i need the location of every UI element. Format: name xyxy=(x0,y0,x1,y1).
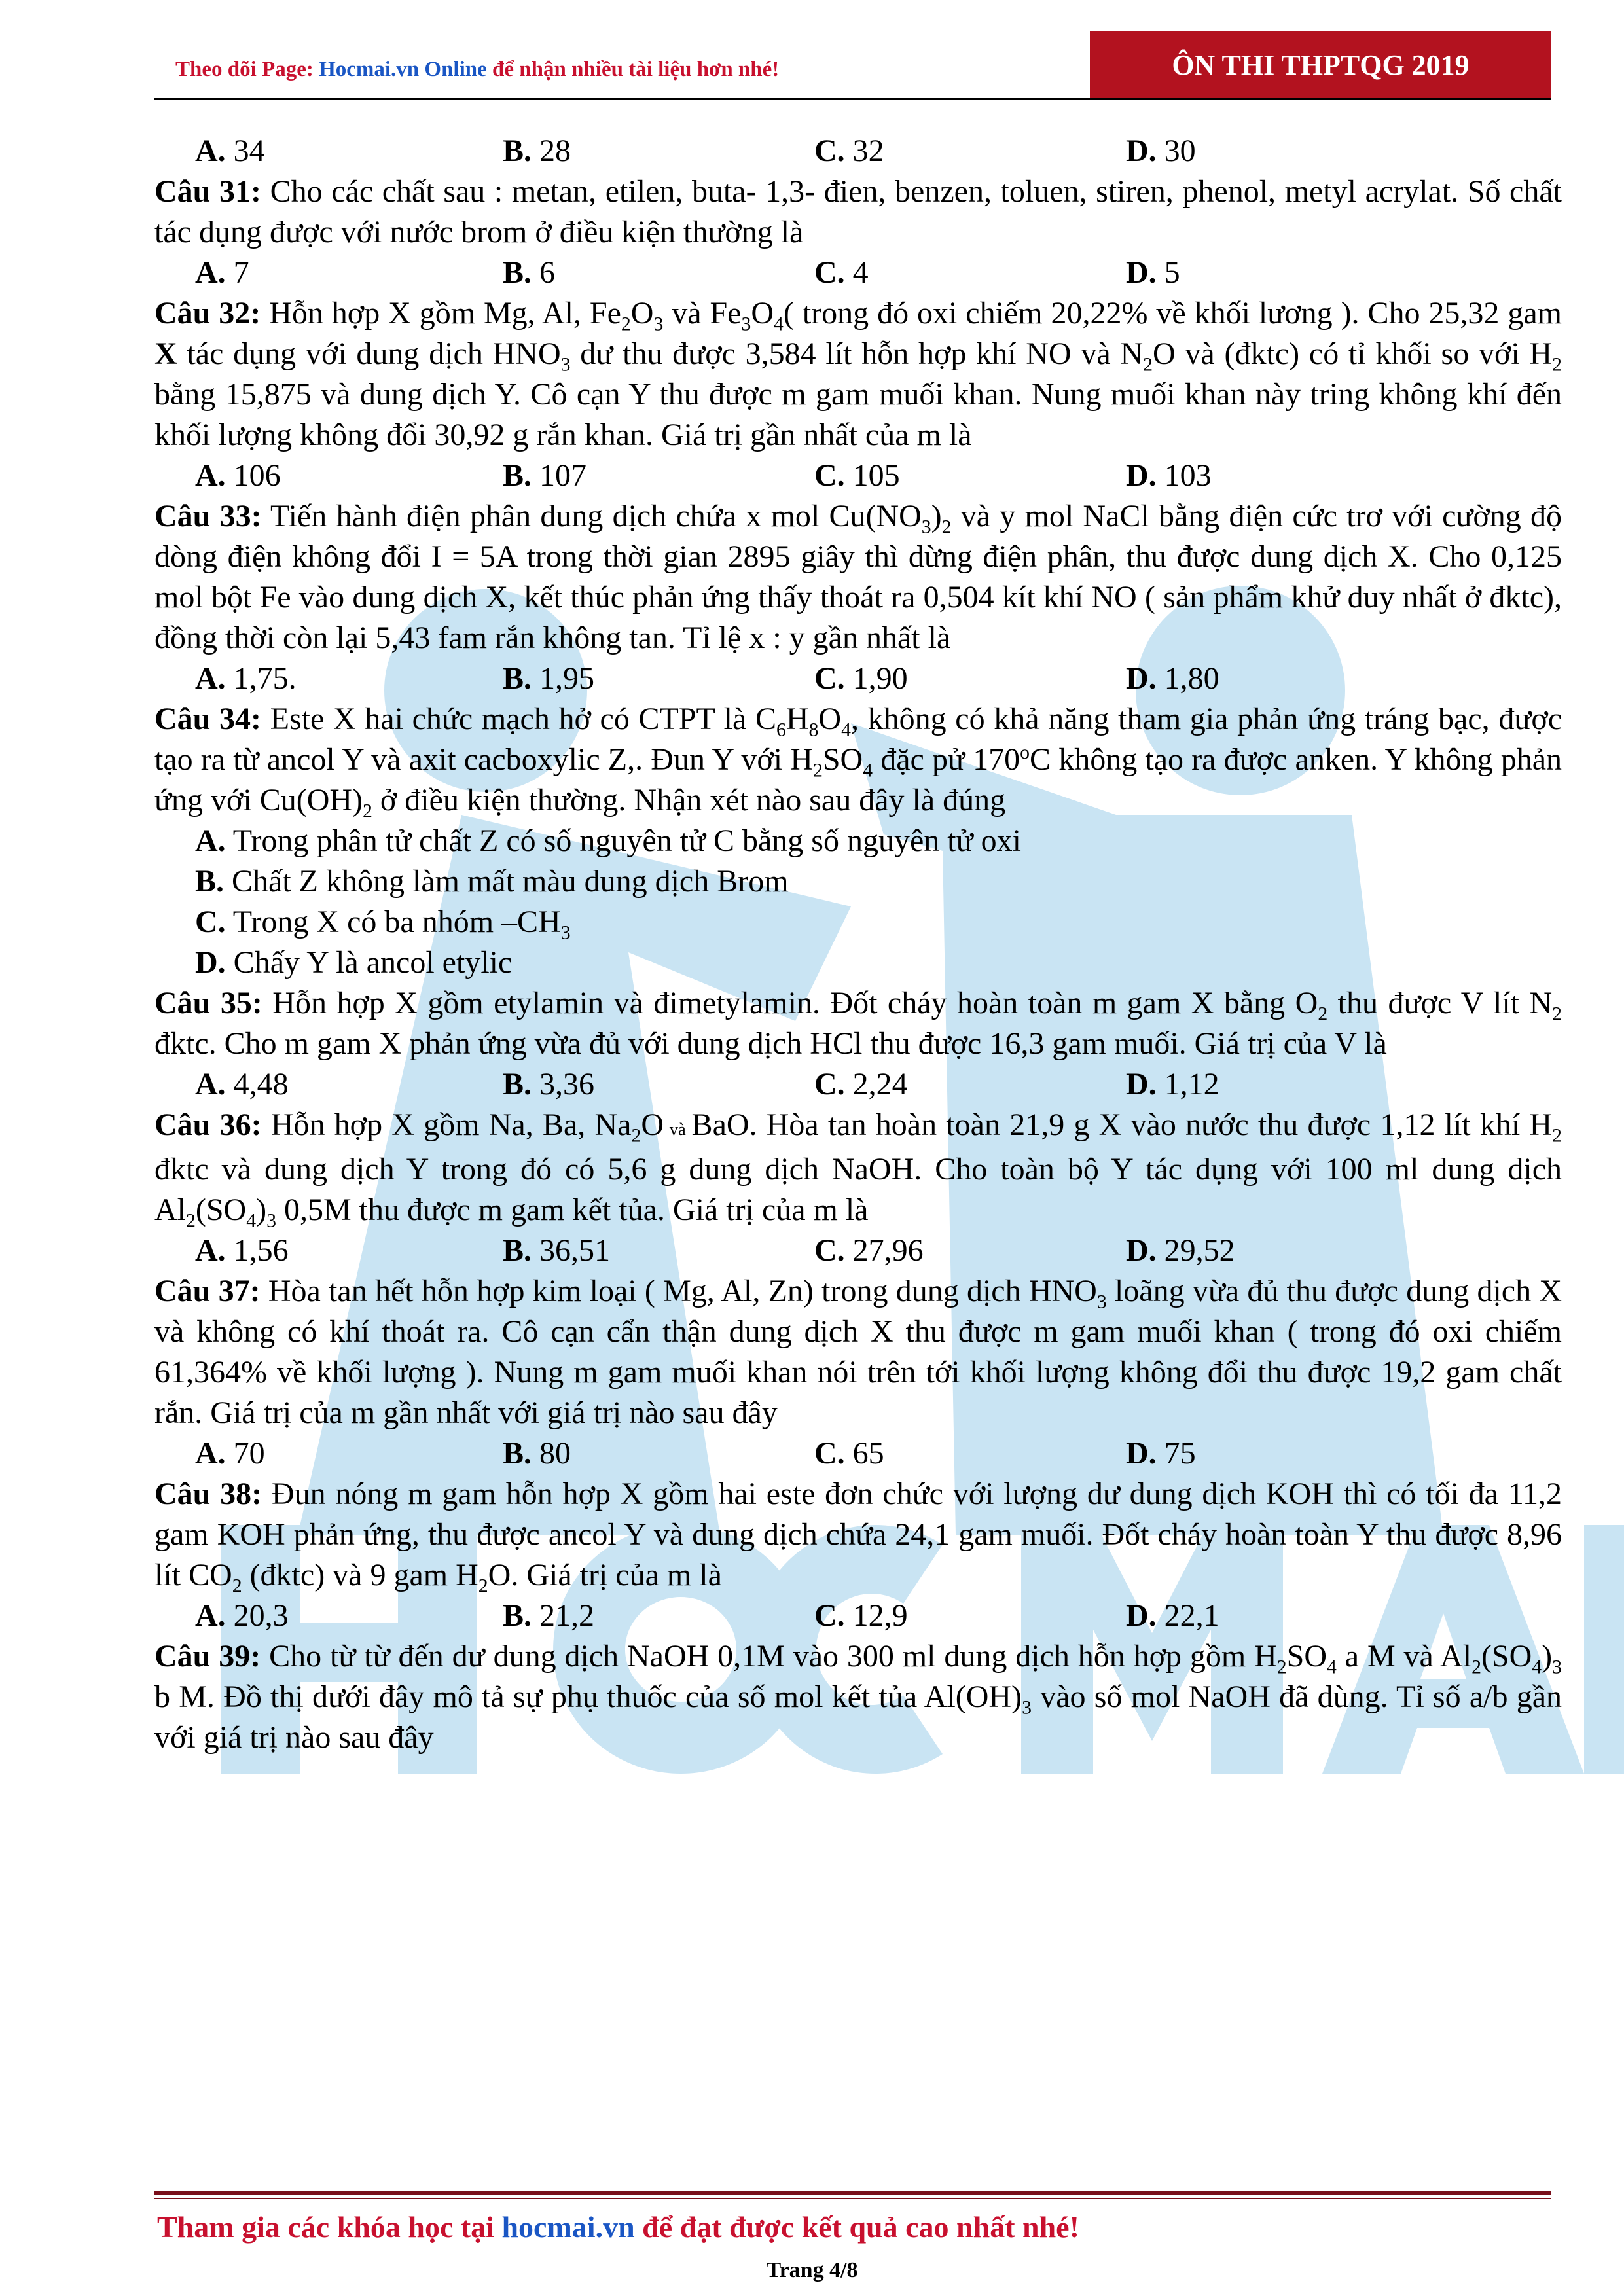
q38-option-b: B. 21,2 xyxy=(503,1598,595,1633)
q37-option-a: A. 70 xyxy=(195,1436,265,1471)
q32-option-b: B. 107 xyxy=(503,458,587,493)
q33-option-a: A. 1,75. xyxy=(195,661,297,696)
q33-option-b: B. 1,95 xyxy=(503,661,595,696)
q36-option-c: C. 27,96 xyxy=(814,1233,924,1268)
q32-option-d: D. 103 xyxy=(1126,458,1212,493)
header-divider xyxy=(154,98,1551,100)
q31-stem xyxy=(154,171,1562,253)
q32-option-c: C. 105 xyxy=(814,458,900,493)
q37-stem: Câu 37: Hòa tan hết hỗn hợp kim loại ( Mg, Al, Zn) trong dung dịch $HNO_3$ loãng vừa đủ thu được dung dịch X và không có khí thoát ra. Cô cạn cẩn thận dung dịch X thu được m gam muối khan ( trong đó oxi chiếm 61,364% về khối lượng ). Nung m gam muối khan nói trên tới khối lượng không đổi thu được 19,2 gam chất rắn. Giá trị của m gần nhất với giá trị nào sau đây xyxy=(154,1274,1562,1430)
q36-stem: Câu 36: Hỗn hợp X gồm Na, Ba, $Na_2O$ và BaO. Hòa tan hoàn toàn 21,9 g X vào nước thu được 1,12 lít khí $H_2$ đktc và dung dịch Y trong đó có 5,6 g dung dịch NaOH. Cho toàn bộ Y tác dụng với 100 ml dung dịch $Al_2(SO_4)_3$ 0,5M thu được m gam kết tủa. Giá trị của m là xyxy=(154,1107,1562,1232)
q38-option-d: D. 22,1 xyxy=(1126,1598,1219,1633)
q35-option-c: C. 2,24 xyxy=(814,1067,908,1102)
q34-stem: Câu 34: Este X hai chức mạch hở có CTPT là $C_6H_8O_4$, không có khả năng tham gia phản ứng tráng bạc, được tạo ra từ ancol Y và axit cacboxylic Z,. Đun Y với $H_2SO_4$ đặc pử 170$^o$C không tạo ra được anken. Y không phản ứng với $Cu(OH)_2$ ở điều kiện thường. Nhận xét nào sau đây là đúng xyxy=(154,702,1562,822)
q36-option-d: D. 29,52 xyxy=(1126,1233,1235,1268)
header-exam-badge: ÔN THI THPTQG 2019 xyxy=(1090,31,1551,99)
header-note-suffix: để nhận nhiều tài liệu hơn nhé! xyxy=(486,58,780,81)
q31-option-d: D. 5 xyxy=(1126,255,1180,290)
q36-label: Câu 36: xyxy=(154,1107,262,1142)
q31-option-a: A. 7 xyxy=(195,255,249,290)
header-note xyxy=(175,58,779,82)
q34-option-a: A. Trong phân tử chất Z có số nguyên tử C bằng số nguyên tử oxi xyxy=(195,823,1021,858)
q30-option-c: C. 32 xyxy=(814,134,884,168)
q32-options xyxy=(154,456,1562,496)
q37-option-c: C. 65 xyxy=(814,1436,884,1471)
q32-stem: Câu 32: Hỗn hợp X gồm Mg, Al, $Fe_2O_3$ và $Fe_3O_4$( trong đó oxi chiếm 20,22% về khối lương ). Cho 25,32 gam X tác dụng với dung dịch $HNO_3$ dư thu được 3,584 lít hỗn hợp khí NO và $N_2O$ và (đktc) có tỉ khối so với $H_2$ bằng 15,875 và dung dịch Y. Cô cạn Y thu được m gam muối khan. Nung muối khan này tring không khí đến khối lượng không đổi 30,92 g rắn khan. Giá trị gần nhất của m là xyxy=(154,296,1562,452)
q31-option-b: B. 6 xyxy=(503,255,556,290)
header-page-link[interactable]: Hocmai.vn Online xyxy=(319,58,487,81)
q39-label: Câu 39: xyxy=(154,1639,261,1674)
footer-prefix: Tham gia các khóa học tại xyxy=(157,2210,502,2244)
q35-option-a: A. 4,48 xyxy=(195,1067,289,1102)
q37-options xyxy=(154,1433,1562,1474)
footer-link[interactable]: hocmai.vn xyxy=(501,2210,635,2244)
q36-option-a: A. 1,56 xyxy=(195,1233,289,1268)
q33-option-c: C. 1,90 xyxy=(814,661,908,696)
q31-option-c: C. 4 xyxy=(814,255,869,290)
q34-label: Câu 34: xyxy=(154,702,262,736)
q34-option-d: D. Chấy Y là ancol etylic xyxy=(195,945,513,980)
q35-option-b: B. 3,36 xyxy=(503,1067,595,1102)
q32-label: Câu 32: xyxy=(154,296,261,331)
page-number: Trang 4/8 xyxy=(766,2258,858,2282)
footer-divider-thin xyxy=(154,2198,1551,2199)
q33-option-d: D. 1,80 xyxy=(1126,661,1219,696)
q33-options xyxy=(154,658,1562,699)
q30-option-a: A. 34 xyxy=(195,134,265,168)
q35-option-d: D. 1,12 xyxy=(1126,1067,1219,1102)
q32-option-a: A. 106 xyxy=(195,458,281,493)
q30-option-b: B. 28 xyxy=(503,134,571,168)
header-note-prefix: Theo dõi Page: xyxy=(175,58,319,81)
q34-option-b: B. Chất Z không làm mất màu dung dịch Brom xyxy=(195,864,789,899)
q38-label: Câu 38: xyxy=(154,1477,262,1511)
watermark-text-i xyxy=(1584,1525,1624,1774)
question-list xyxy=(154,131,1562,1758)
q35-stem: Câu 35: Hỗn hợp X gồm etylamin và đimetylamin. Đốt cháy hoàn toàn m gam X bằng $O_2$ thu được V lít $N_2$ đktc. Cho m gam X phản ứng vừa đủ với dung dịch HCl thu được 16,3 gam muối. Giá trị của V là xyxy=(154,986,1562,1061)
q38-options xyxy=(154,1596,1562,1636)
q36-options xyxy=(154,1230,1562,1271)
q37-option-d: D. 75 xyxy=(1126,1436,1196,1471)
q30-options xyxy=(154,131,1562,171)
q31-options xyxy=(154,253,1562,293)
q36-option-b: B. 36,51 xyxy=(503,1233,611,1268)
q38-option-a: A. 20,3 xyxy=(195,1598,289,1633)
q39-stem: Câu 39: Cho từ từ đến dư dung dịch NaOH 0,1M vào 300 ml dung dịch hỗn hợp gồm $H_2SO_4$ a M và $Al_2(SO_4)_3$ b M. Đồ thị dưới đây mô tả sự phụ thuốc của số mol kết tủa $Al(OH)_3$ vào số mol NaOH đã dùng. Tỉ số a/b gần với giá trị nào sau đây xyxy=(154,1639,1562,1755)
q38-stem: Câu 38: Đun nóng m gam hỗn hợp X gồm hai este đơn chức với lượng dư dung dịch KOH thì có tối đa 11,2 gam KOH phản ứng, thu được ancol Y và dung dịch chứa 24,1 gam muối. Đốt cháy hoàn toàn Y thu được 8,96 lít $CO_2$ (đktc) và 9 gam $H_2O$. Giá trị của m là xyxy=(154,1477,1562,1597)
q30-option-d: D. 30 xyxy=(1126,134,1196,168)
footer-divider-thick xyxy=(154,2191,1551,2195)
footer-promo xyxy=(157,2210,1079,2244)
q33-stem: Câu 33: Tiến hành điện phân dung dịch chứa x mol $Cu(NO_3)_2$ và y mol NaCl bằng điện cức trơ với cường độ dòng điện không đổi I = 5A trong thời gian 2895 giây thì dừng điện phân, thu được dung dịch X. Cho 0,125 mol bột Fe vào dung dịch X, kết thúc phản ứng thấy thoát ra 0,504 kít khí NO ( sản phẩm khử duy nhất ở đktc), đồng thời còn lại 5,43 fam rắn không tan. Tỉ lệ x : y gần nhất là xyxy=(154,499,1562,655)
footer-suffix: để đạt được kết quả cao nhất nhé! xyxy=(634,2210,1079,2244)
q34-option-c: C. Trong X có ba nhóm $-CH_3$ xyxy=(195,905,571,944)
q37-option-b: B. 80 xyxy=(503,1436,571,1471)
q37-label: Câu 37: xyxy=(154,1274,261,1308)
q31-text: Cho các chất sau : metan, etilen, buta- 1,3- đien, benzen, toluen, stiren, phenol, metyl acrylat. Số chất tác dụng được với nước brom ở điều kiện thường là xyxy=(154,174,1562,249)
q35-label: Câu 35: xyxy=(154,986,262,1020)
q31-label: Câu 31: xyxy=(154,174,261,209)
q35-options xyxy=(154,1064,1562,1105)
q38-option-c: C. 12,9 xyxy=(814,1598,908,1633)
q33-label: Câu 33: xyxy=(154,499,262,533)
